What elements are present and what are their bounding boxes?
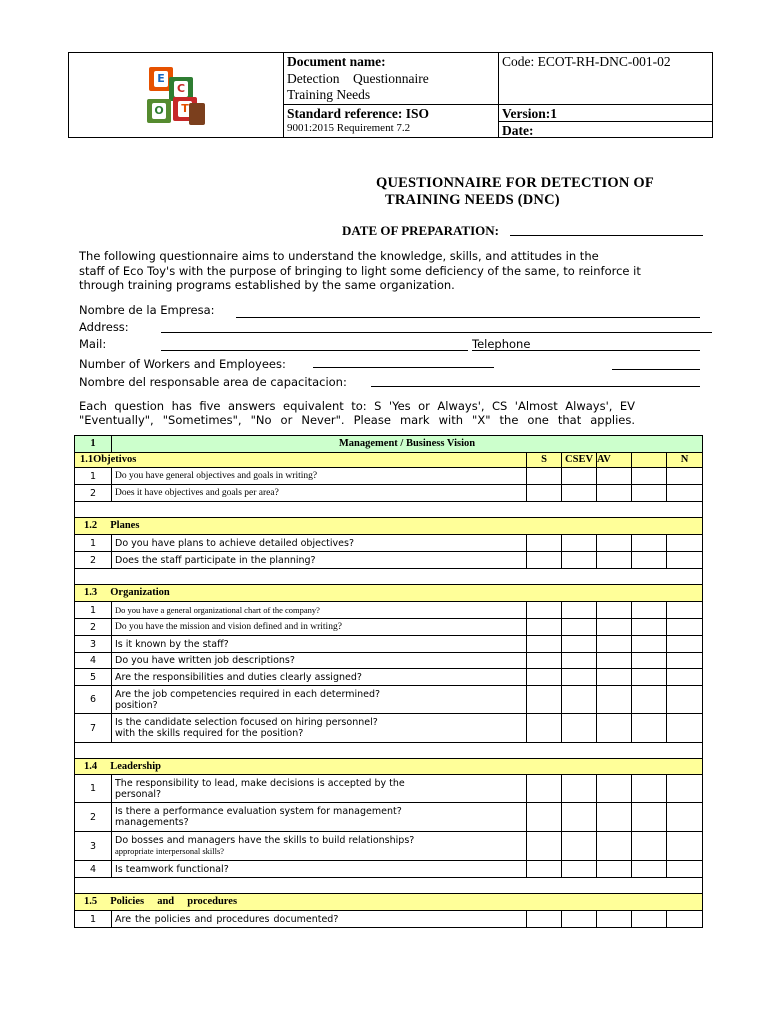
question-row <box>75 669 703 686</box>
logo-letter: E <box>154 71 168 87</box>
question-text: Are the responsibilities and duties clearly assigned? <box>112 669 527 686</box>
instructions-line: Each question has five answers equivalent to: S 'Yes or Always', CS 'Almost Always', EV <box>79 399 635 413</box>
logo-block-o <box>147 99 171 123</box>
question-line: with the skills required for the position? <box>115 728 304 739</box>
answer-cell-s[interactable] <box>527 775 562 803</box>
subsection-header-row <box>75 518 703 535</box>
date-of-preparation-field[interactable] <box>510 235 703 236</box>
question-text: Do you have the mission and vision defined and in writing? <box>112 619 527 636</box>
answer-cell-av[interactable] <box>632 485 667 502</box>
answer-cell-n[interactable] <box>667 686 703 714</box>
answer-cell-s[interactable] <box>527 686 562 714</box>
question-text: Do you have written job descriptions? <box>112 653 527 669</box>
answer-cell-n[interactable] <box>667 602 703 619</box>
answer-cell-av[interactable] <box>632 535 667 552</box>
question-row <box>75 911 703 928</box>
section-header-row <box>75 436 703 453</box>
code-cell <box>498 53 712 137</box>
answer-cell-cs[interactable] <box>562 775 597 803</box>
spacer-row <box>75 569 703 585</box>
answer-cell-av[interactable] <box>632 803 667 832</box>
answer-cell-ev[interactable] <box>597 535 632 552</box>
logo-block-side <box>189 103 205 125</box>
spacer-row <box>75 743 703 759</box>
answer-cell-n[interactable] <box>667 653 703 669</box>
answer-cell-n[interactable] <box>667 861 703 878</box>
answer-cell-n[interactable] <box>667 669 703 686</box>
answer-cell-cs[interactable] <box>562 535 597 552</box>
questionnaire-table <box>74 435 703 928</box>
logo-letter: C <box>174 81 188 97</box>
question-row <box>75 468 703 485</box>
question-row <box>75 485 703 502</box>
spacer-row <box>75 878 703 894</box>
subsection-header-row <box>75 585 703 602</box>
answer-cell-n[interactable] <box>667 775 703 803</box>
document-name-value: Detection Questionnaire <box>287 71 429 86</box>
answer-cell-s[interactable] <box>527 602 562 619</box>
intro-paragraph <box>79 249 679 293</box>
question-number: 6 <box>75 686 112 714</box>
company-label: Nombre de la Empresa: <box>79 303 215 317</box>
document-name-label: Document name: <box>287 54 386 69</box>
question-row <box>75 714 703 743</box>
answer-cell-cs[interactable] <box>562 602 597 619</box>
answer-cell-ev[interactable] <box>597 552 632 569</box>
col-header-ev-label: EV <box>578 454 594 465</box>
subsection-title: 1.4 Leadership <box>75 759 703 775</box>
answer-cell-n[interactable] <box>667 714 703 743</box>
answer-cell-cs[interactable] <box>562 861 597 878</box>
question-row <box>75 602 703 619</box>
question-text: Do you have general objectives and goals in writing? <box>112 468 527 485</box>
standard-reference-label: Standard reference: ISO <box>287 106 429 121</box>
question-line: position? <box>115 699 158 711</box>
answer-cell-s[interactable] <box>527 911 562 928</box>
answer-cell-s[interactable] <box>527 619 562 636</box>
answer-cell-n[interactable] <box>667 636 703 653</box>
answer-cell-ev[interactable] <box>597 602 632 619</box>
question-line: The responsibility to lead, make decisions is accepted by the <box>115 777 405 789</box>
col-header-cs <box>562 453 597 468</box>
date-of-preparation-label: DATE OF PREPARATION: <box>342 223 499 238</box>
address-field[interactable] <box>161 332 712 333</box>
question-row <box>75 861 703 878</box>
answer-cell-cs[interactable] <box>562 911 597 928</box>
training-responsible-field[interactable] <box>371 386 700 387</box>
question-text <box>112 832 527 861</box>
col-header-n: N <box>667 453 703 468</box>
answer-cell-n[interactable] <box>667 619 703 636</box>
answer-cell-cs[interactable] <box>562 669 597 686</box>
standard-reference-value: 9001:2015 Requirement 7.2 <box>287 122 411 134</box>
question-number: 4 <box>75 653 112 669</box>
title-line-2: TRAINING NEEDS (DNC) <box>385 192 560 208</box>
document-name-value-2: Training Needs <box>287 87 371 102</box>
document-name-cell <box>283 53 499 137</box>
eco-toys-logo <box>147 67 209 127</box>
subsection-title: 1.2 Planes <box>75 518 703 535</box>
question-number: 3 <box>75 832 112 861</box>
answer-cell-s[interactable] <box>527 535 562 552</box>
answer-cell-av[interactable] <box>632 714 667 743</box>
answer-cell-av[interactable] <box>632 686 667 714</box>
question-number: 1 <box>75 535 112 552</box>
answer-cell-n[interactable] <box>667 911 703 928</box>
section-number: 1 <box>75 436 112 453</box>
col-header-empty <box>632 453 667 468</box>
answer-cell-ev[interactable] <box>597 619 632 636</box>
question-row <box>75 653 703 669</box>
answer-cell-n[interactable] <box>667 485 703 502</box>
question-text: Does the staff participate in the planning? <box>112 552 527 569</box>
question-number: 2 <box>75 552 112 569</box>
answer-cell-cs[interactable] <box>562 714 597 743</box>
question-text: Does it have objectives and goals per area? <box>112 485 527 502</box>
instructions-line: "Eventually", "Sometimes", "No or Never". Please mark with "X" the one that applies. <box>79 413 635 427</box>
answer-cell-ev[interactable] <box>597 669 632 686</box>
title-line-1: QUESTIONNAIRE FOR DETECTION OF <box>376 175 654 191</box>
subsection-title: 1.1Objetivos <box>75 453 527 468</box>
answer-cell-n[interactable] <box>667 468 703 485</box>
section-title: Management / Business Vision <box>112 436 703 453</box>
document-code: Code: ECOT-RH-DNC-001-02 <box>502 54 671 69</box>
answer-cell-av[interactable] <box>632 636 667 653</box>
question-line: Is there a performance evaluation system for management? <box>115 806 402 817</box>
answer-cell-cs[interactable] <box>562 619 597 636</box>
answer-cell-cs[interactable] <box>562 803 597 832</box>
answer-cell-av[interactable] <box>632 775 667 803</box>
answer-cell-ev[interactable] <box>597 653 632 669</box>
question-row <box>75 636 703 653</box>
answer-cell-ev[interactable] <box>597 911 632 928</box>
answer-cell-s[interactable] <box>527 636 562 653</box>
question-row <box>75 552 703 569</box>
workers-field[interactable] <box>313 367 494 368</box>
intro-line: staff of Eco Toy's with the purpose of bringing to light some deficiency of the same, to reinforce it <box>79 263 641 278</box>
answer-cell-ev[interactable] <box>597 775 632 803</box>
answer-cell-s[interactable] <box>527 485 562 502</box>
subsection-title: 1.3 Organization <box>75 585 703 602</box>
document-date: Date: <box>502 123 534 138</box>
col-header-av <box>597 453 632 468</box>
question-text <box>112 714 527 743</box>
question-text <box>112 803 527 832</box>
question-line: personal? <box>115 788 162 800</box>
question-number: 7 <box>75 714 112 743</box>
page-title <box>376 175 654 209</box>
answer-cell-s[interactable] <box>527 653 562 669</box>
subsection-header-row <box>75 894 703 911</box>
answer-cell-cs[interactable] <box>562 686 597 714</box>
answer-cell-av[interactable] <box>632 653 667 669</box>
answer-cell-cs[interactable] <box>562 832 597 861</box>
answer-cell-ev[interactable] <box>597 485 632 502</box>
col-header-av-label: AV <box>597 454 611 465</box>
instructions <box>79 399 635 427</box>
question-row <box>75 775 703 803</box>
question-number: 1 <box>75 775 112 803</box>
address-label: Address: <box>79 320 129 334</box>
training-responsible-label: Nombre del responsable area de capacitacion: <box>79 375 347 389</box>
question-number: 1 <box>75 602 112 619</box>
question-number: 1 <box>75 468 112 485</box>
telephone-label: Telephone <box>472 337 531 351</box>
question-text: Do you have a general organizational chart of the company? <box>112 602 527 619</box>
answer-cell-cs[interactable] <box>562 468 597 485</box>
answer-cell-cs[interactable] <box>562 485 597 502</box>
answer-cell-ev[interactable] <box>597 803 632 832</box>
answer-cell-ev[interactable] <box>597 832 632 861</box>
answer-cell-n[interactable] <box>667 552 703 569</box>
answer-cell-cs[interactable] <box>562 552 597 569</box>
question-line: appropriate interpersonal skills? <box>115 846 225 856</box>
document-version: Version:1 <box>502 106 558 121</box>
question-text: Is teamwork functional? <box>112 861 527 878</box>
question-line: Is the candidate selection focused on hiring personnel? <box>115 717 378 728</box>
question-text: Are the policies and procedures documented? <box>112 911 527 928</box>
answer-cell-n[interactable] <box>667 832 703 861</box>
subsection-title: 1.5 Policies and procedures <box>75 894 703 911</box>
answer-cell-av[interactable] <box>632 468 667 485</box>
question-number: 4 <box>75 861 112 878</box>
question-line: Are the job competencies required in each determined? <box>115 688 381 700</box>
logo-letter: T <box>178 101 192 117</box>
answer-cell-av[interactable] <box>632 619 667 636</box>
answer-cell-av[interactable] <box>632 552 667 569</box>
question-line: Do bosses and managers have the skills to build relationships? <box>115 835 415 846</box>
question-number: 1 <box>75 911 112 928</box>
answer-cell-av[interactable] <box>632 861 667 878</box>
answer-cell-s[interactable] <box>527 468 562 485</box>
answer-cell-av[interactable] <box>632 669 667 686</box>
mail-field[interactable] <box>161 350 468 351</box>
answer-cell-ev[interactable] <box>597 686 632 714</box>
answer-cell-av[interactable] <box>632 832 667 861</box>
answer-cell-ev[interactable] <box>597 468 632 485</box>
answer-cell-ev[interactable] <box>597 714 632 743</box>
question-row <box>75 619 703 636</box>
question-row <box>75 832 703 861</box>
answer-cell-ev[interactable] <box>597 636 632 653</box>
question-number: 2 <box>75 803 112 832</box>
workers-label: Number of Workers and Employees: <box>79 357 286 371</box>
answer-cell-av[interactable] <box>632 911 667 928</box>
logo-cell <box>69 53 284 137</box>
employees-field[interactable] <box>612 369 700 370</box>
answer-cell-av[interactable] <box>632 602 667 619</box>
question-row <box>75 535 703 552</box>
answer-cell-s[interactable] <box>527 803 562 832</box>
answer-cell-n[interactable] <box>667 803 703 832</box>
answer-cell-cs[interactable] <box>562 653 597 669</box>
question-row <box>75 686 703 714</box>
company-field[interactable] <box>236 317 700 318</box>
document-header <box>68 52 713 138</box>
question-number: 2 <box>75 485 112 502</box>
telephone-field[interactable] <box>472 350 700 351</box>
answer-cell-s[interactable] <box>527 552 562 569</box>
question-text: Is it known by the staff? <box>112 636 527 653</box>
subsection-header-row <box>75 759 703 775</box>
answer-cell-s[interactable] <box>527 714 562 743</box>
question-text <box>112 775 527 803</box>
answer-cell-ev[interactable] <box>597 861 632 878</box>
subsection-header-row <box>75 453 703 468</box>
question-number: 3 <box>75 636 112 653</box>
question-text <box>112 686 527 714</box>
question-line: managements? <box>115 817 189 828</box>
answer-cell-cs[interactable] <box>562 636 597 653</box>
col-header-cs-label: CS <box>565 454 579 465</box>
intro-line: through training programs established by the same organization. <box>79 278 455 292</box>
spacer-row <box>75 502 703 518</box>
question-text: Do you have plans to achieve detailed objectives? <box>112 535 527 552</box>
intro-line: The following questionnaire aims to understand the knowledge, skills, and attitudes in the <box>79 249 599 263</box>
logo-letter: O <box>152 103 166 119</box>
answer-cell-n[interactable] <box>667 535 703 552</box>
answer-cell-s[interactable] <box>527 832 562 861</box>
answer-cell-s[interactable] <box>527 861 562 878</box>
col-header-s: S <box>527 453 562 468</box>
question-row <box>75 803 703 832</box>
question-number: 5 <box>75 669 112 686</box>
answer-cell-s[interactable] <box>527 669 562 686</box>
question-number: 2 <box>75 619 112 636</box>
mail-label: Mail: <box>79 337 107 351</box>
